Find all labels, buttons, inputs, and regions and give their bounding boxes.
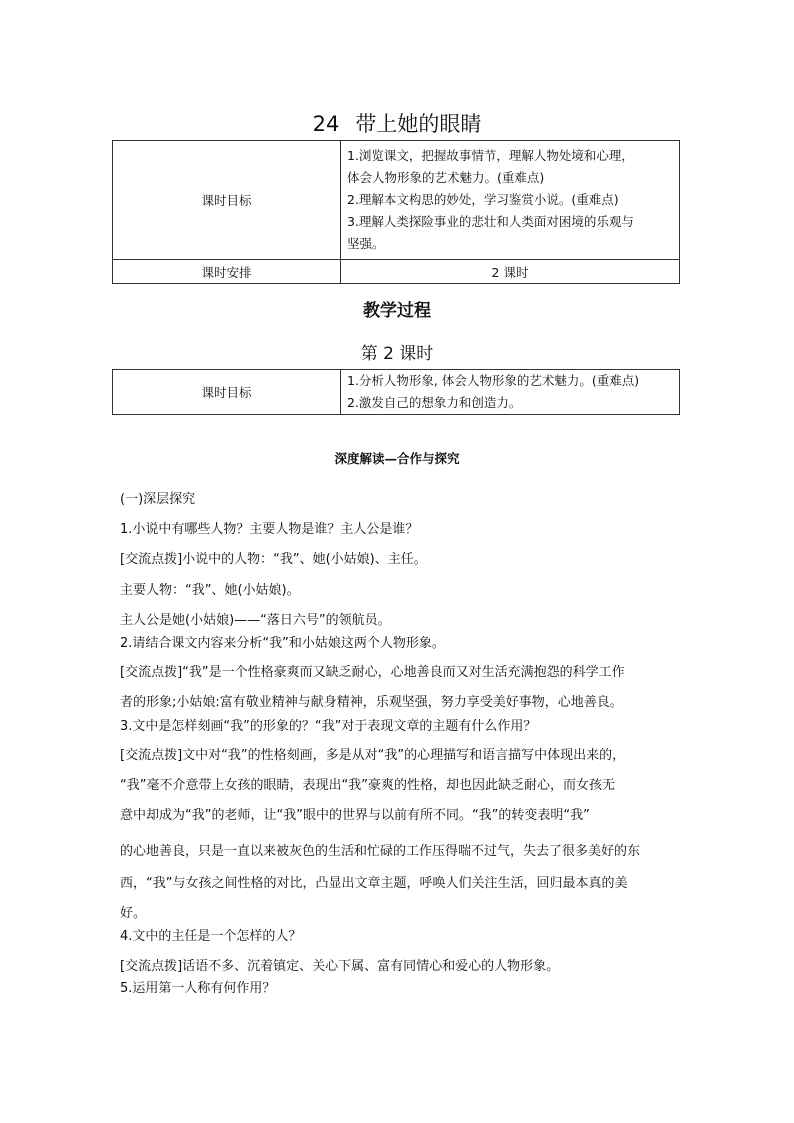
goal-line: 坚强。 [347,236,385,251]
body-line: [交流点拨]文中对“我”的性格刻画，多是从对“我”的心理描写和语言描写中体现出来的， [120,748,626,763]
body-line: 3.文中是怎样刻画“我”的形象的？“我”对于表现文章的主题有什么作用？ [120,719,537,734]
body-line: [交流点拨]“我”是一个性格豪爽而又缺乏耐心，心地善良而又对生活充满抱怨的科学工作 [120,665,625,680]
body-line: (一)深层探究 [120,492,196,507]
body-line: 西，“我”与女孩之间性格的对比，凸显出文章主题，呼唤人们关注生活，回归最本真的美 [120,876,628,891]
lesson-title [0,109,794,139]
goal-list-cell [341,370,680,415]
goal-label-cell: 课时目标 [113,370,341,415]
body-line: 好。 [120,906,147,921]
body-line: 5.运用第一人称有何作用？ [120,981,276,996]
goal-line: 体会人物形象的艺术魅力。(重难点) [347,170,545,185]
body-line: 意中却成为“我”的老师，让“我”眼中的世界与以前有所不同。“我”的转变表明“我” [120,808,590,823]
section-title: 教学过程 [363,301,431,321]
body-line: 的心地善良，只是一直以来被灰色的生活和忙碌的工作压得喘不过气，失去了很多美好的东 [120,844,641,859]
body-line: 主要人物：“我”、她(小姑娘)。 [120,583,300,598]
body-line: [交流点拨]小说中的人物：“我”、她(小姑娘)、主任。 [120,552,427,567]
body-line: “我”毫不介意带上女孩的眼睛，表现出“我”豪爽的性格，却也因此缺乏耐心，而女孩无 [120,778,615,793]
lesson-number: 24 [312,112,340,136]
goal-line: 1.浏览课文，把握故事情节，理解人物处境和心理， [347,148,634,163]
goal-line: 1.分析人物形象, 体会人物形象的艺术魅力。(重难点) [347,373,640,388]
body-line: 2.请结合课文内容来分析“我”和小姑娘这两个人物形象。 [120,636,445,651]
lesson-name: 带上她的眼睛 [355,112,482,136]
goal-line: 2.理解本文构思的妙处，学习鉴赏小说。(重难点) [347,192,619,207]
goal-label-cell: 课时目标 [113,141,341,260]
schedule-value-cell: 2 课时 [341,260,680,284]
deep-reading-title: 深度解读—合作与探究 [334,451,460,466]
goal-line: 2.激发自己的想象力和创造力。 [347,395,522,410]
goal-line: 3.理解人类探险事业的悲壮和人类面对困境的乐观与 [347,214,634,229]
body-line: 4.文中的主任是一个怎样的人？ [120,929,302,944]
body-line: 主人公是她(小姑娘)——“落日六号”的领航员。 [120,613,391,628]
goal-list-cell [341,141,680,260]
body-line: 者的形象;小姑娘:富有敬业精神与献身精神，乐观坚强，努力享受美好事物，心地善良。 [120,695,623,710]
session-title: 第 2 课时 [360,344,434,364]
schedule-label-cell: 课时安排 [113,260,341,284]
lesson-goals-table [112,140,680,284]
body-line: [交流点拨]话语不多、沉着镇定、关心下属、富有同情心和爱心的人物形象。 [120,959,560,974]
body-line: 1.小说中有哪些人物？主要人物是谁？主人公是谁？ [120,522,419,537]
session-goals-table [112,369,680,415]
